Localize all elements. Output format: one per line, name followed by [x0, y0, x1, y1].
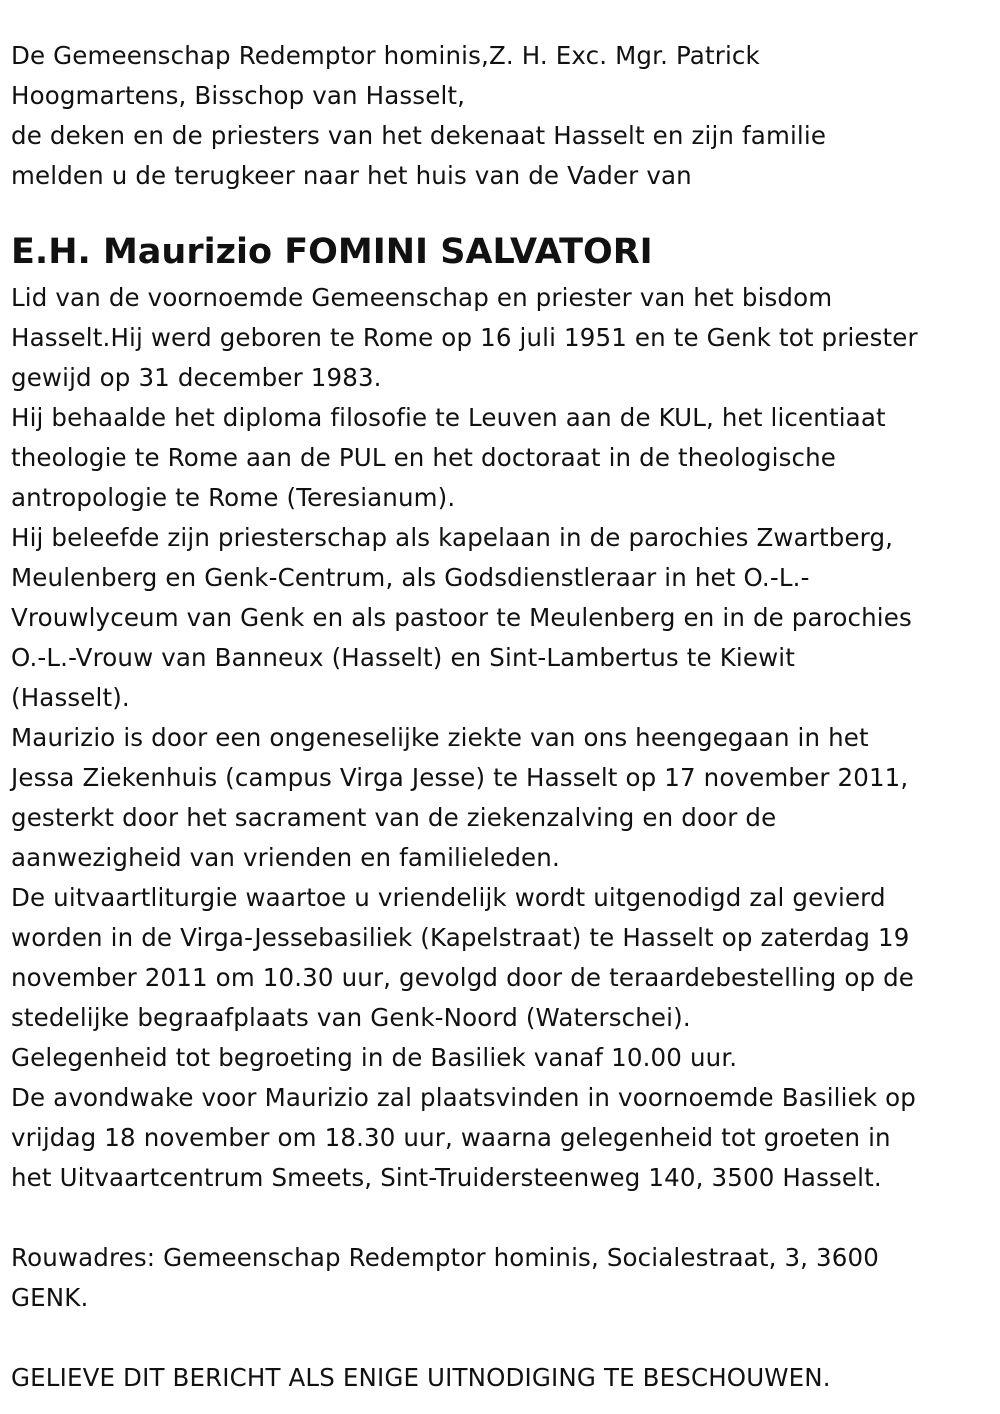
body-line: De avondwake voor Maurizio zal plaatsvinden in voornoemde Basiliek op	[11, 1083, 916, 1112]
body-line: antropologie te Rome (Teresianum).	[11, 483, 456, 512]
body-line: theologie te Rome aan de PUL en het doctoraat in de theologische	[11, 443, 837, 472]
paragraph-spacer	[11, 1198, 986, 1238]
paragraph-spacer	[11, 1318, 986, 1358]
body-line: Hij behaalde het diploma filosofie te Leuven aan de KUL, het licentiaat	[11, 403, 886, 432]
body-line: Hasselt.Hij werd geboren te Rome op 16 juli 1951 en te Genk tot priester	[11, 323, 918, 352]
body-line: De uitvaartliturgie waartoe u vriendelijk wordt uitgenodigd zal gevierd	[11, 883, 886, 912]
intro-line: De Gemeenschap Redemptor hominis,Z. H. Exc. Mgr. Patrick	[11, 41, 760, 70]
closing-notice: GELIEVE DIT BERICHT ALS ENIGE UITNODIGING TE BESCHOUWEN.	[11, 1363, 831, 1392]
body-line: worden in de Virga-Jessebasiliek (Kapelstraat) te Hasselt op zaterdag 19	[11, 923, 910, 952]
body-line: Lid van de voornoemde Gemeenschap en priester van het bisdom	[11, 283, 833, 312]
body-line: stedelijke begraafplaats van Genk-Noord (Waterschei).	[11, 1003, 691, 1032]
body-line: O.-L.-Vrouw van Banneux (Hasselt) en Sint-Lambertus te Kiewit	[11, 643, 795, 672]
body-line: gesterkt door het sacrament van de ziekenzalving en door de	[11, 803, 777, 832]
intro-line: melden u de terugkeer naar het huis van de Vader van	[11, 161, 692, 190]
address-line: GENK.	[11, 1283, 89, 1312]
body-line: Vrouwlyceum van Genk en als pastoor te Meulenberg en in de parochies	[11, 603, 912, 632]
body-line: (Hasselt).	[11, 683, 130, 712]
intro-line: de deken en de priesters van het dekenaat Hasselt en zijn familie	[11, 121, 827, 150]
death-announcement	[11, 36, 986, 1398]
body-line: vrijdag 18 november om 18.30 uur, waarna gelegenheid tot groeten in	[11, 1123, 891, 1152]
intro-paragraph	[11, 36, 986, 196]
biography-paragraph	[11, 278, 986, 1198]
body-line: november 2011 om 10.30 uur, gevolgd door de teraardebestelling op de	[11, 963, 915, 992]
body-line: aanwezigheid van vrienden en familieleden.	[11, 843, 560, 872]
body-line: Gelegenheid tot begroeting in de Basiliek vanaf 10.00 uur.	[11, 1043, 738, 1072]
address-line: Rouwadres: Gemeenschap Redemptor hominis, Socialestraat, 3, 3600	[11, 1243, 880, 1272]
body-line: gewijd op 31 december 1983.	[11, 363, 382, 392]
body-line: Hij beleefde zijn priesterschap als kapelaan in de parochies Zwartberg,	[11, 523, 894, 552]
body-line: Jessa Ziekenhuis (campus Virga Jesse) te Hasselt op 17 november 2011,	[11, 763, 909, 792]
mourning-address	[11, 1238, 986, 1318]
body-line: het Uitvaartcentrum Smeets, Sint-Truidersteenweg 140, 3500 Hasselt.	[11, 1163, 882, 1192]
intro-line: Hoogmartens, Bisschop van Hasselt,	[11, 81, 466, 110]
body-line: Meulenberg en Genk-Centrum, als Godsdienstleraar in het O.-L.-	[11, 563, 810, 592]
deceased-name-heading: E.H. Maurizio FOMINI SALVATORI	[11, 232, 653, 272]
body-line: Maurizio is door een ongeneselijke ziekte van ons heengegaan in het	[11, 723, 869, 752]
